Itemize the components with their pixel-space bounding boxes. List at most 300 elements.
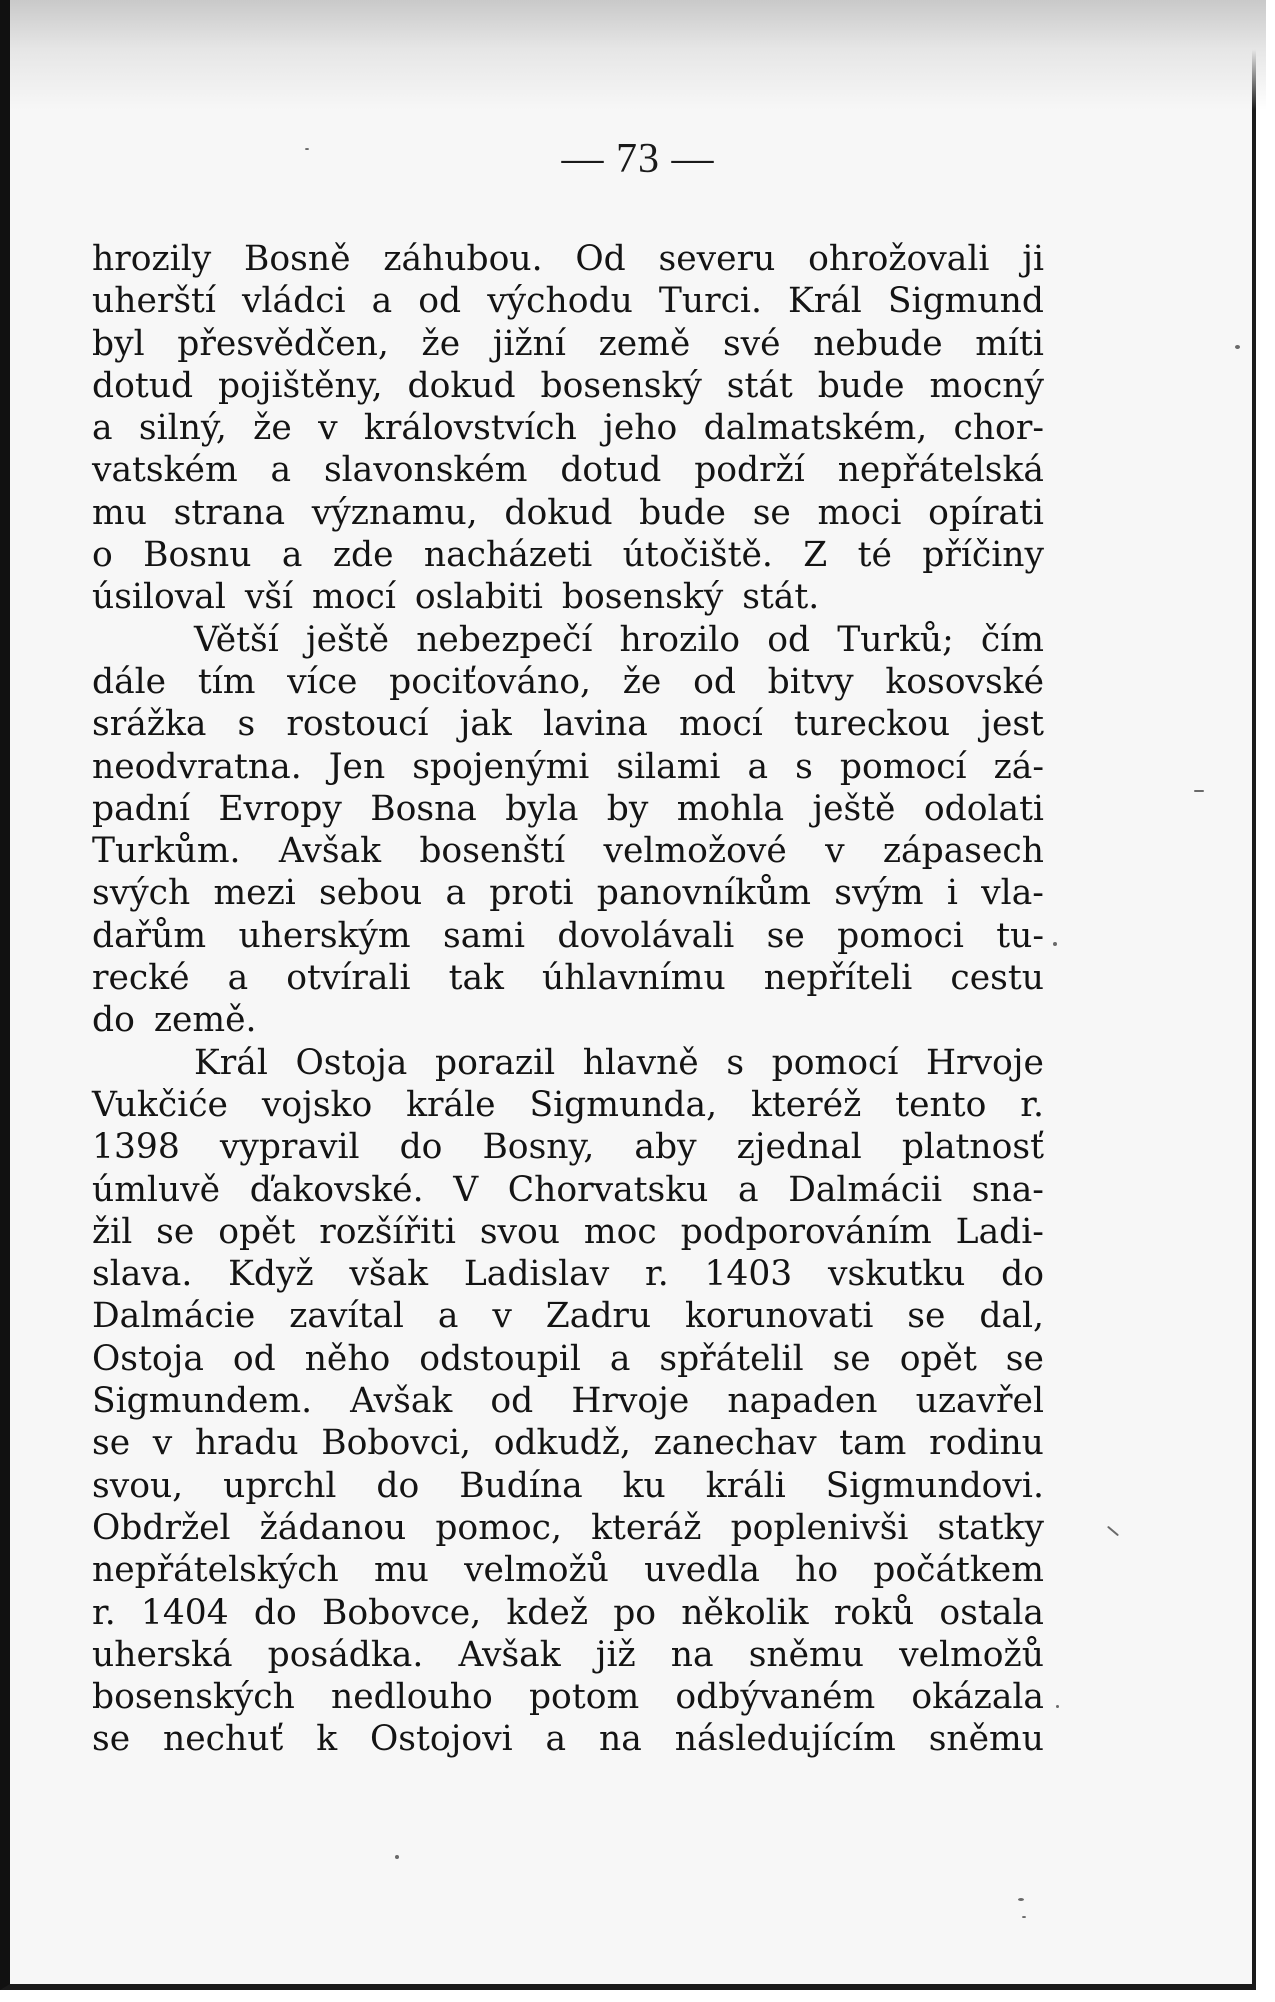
text-line [92, 957, 1044, 999]
word: Z [803, 535, 828, 576]
word: tak [448, 958, 504, 999]
word: Sigmundem. [92, 1381, 313, 1422]
word: ďakovské. [249, 1169, 424, 1210]
word: rodinu [929, 1423, 1044, 1464]
word: však [349, 1254, 429, 1295]
word: se [92, 1423, 131, 1464]
word: posádka. [267, 1634, 424, 1675]
word: nechuť [163, 1719, 284, 1760]
word: Bobovce, [322, 1592, 482, 1633]
word: velmožové [603, 831, 787, 872]
word: Obdržel [92, 1507, 231, 1548]
word: Zadru [545, 1296, 652, 1337]
word: uvedla [644, 1550, 760, 1591]
word: pojištěny, [217, 365, 383, 406]
word: se [752, 492, 791, 533]
word: 1404 [140, 1592, 229, 1633]
text-line [92, 915, 1044, 957]
word: silný, [138, 408, 227, 449]
word: hlavně [582, 1042, 699, 1083]
word: s [237, 704, 256, 745]
word: kteráž [591, 1507, 702, 1548]
word: a [281, 535, 303, 576]
word: bosenský [540, 365, 702, 406]
word: té [857, 535, 892, 576]
text-line [92, 323, 1044, 365]
text-line [92, 830, 1044, 872]
word: od [767, 619, 811, 660]
word: poplenivši [730, 1507, 909, 1548]
word: k [316, 1719, 338, 1760]
word: opírati [928, 492, 1044, 533]
word: Avšak [278, 831, 382, 872]
text-line [92, 1507, 1044, 1549]
word: a [445, 873, 467, 914]
word: Větší [194, 619, 279, 660]
word: bude [639, 492, 726, 533]
word: Sigmunda, [529, 1084, 718, 1125]
word: Král [194, 1042, 268, 1083]
word: Ostoja [295, 1042, 408, 1083]
word: mocí [678, 704, 763, 745]
word: s [795, 746, 813, 787]
word: Když [228, 1254, 314, 1295]
word: královstvích [363, 408, 577, 449]
text-line [92, 576, 1044, 618]
word: čím [980, 619, 1044, 660]
word: tím [197, 661, 256, 702]
word: ještě [812, 788, 896, 829]
word: dokud [504, 492, 613, 533]
scan-speck [1235, 345, 1240, 349]
word: mezi [213, 873, 296, 914]
word: 1398 [92, 1127, 180, 1168]
text-line [92, 238, 1044, 280]
scan-speck [395, 1855, 399, 1859]
word: dokud [407, 365, 516, 406]
word: počátkem [873, 1550, 1044, 1591]
word: sněmu [928, 1719, 1044, 1760]
text-line [92, 746, 1044, 788]
word: Hrvoje [925, 1042, 1044, 1083]
text-line [92, 1718, 1044, 1760]
word: a [738, 1169, 759, 1210]
word: přesvědčen, [177, 323, 389, 364]
word: Chorvatsku [507, 1169, 709, 1210]
scan-speck [1194, 790, 1204, 792]
word: byl [92, 323, 145, 364]
word: svou [479, 1211, 560, 1252]
word: silami [616, 746, 721, 787]
word: pomocí [771, 1042, 899, 1083]
word: něho [304, 1338, 391, 1379]
word: bosenských [92, 1677, 295, 1718]
word: Bosně [244, 239, 351, 279]
word: vatském [92, 450, 238, 491]
word: významu, [311, 492, 478, 533]
body-text [92, 238, 1044, 1761]
word: neodvratna. [92, 746, 302, 787]
word: V [453, 1169, 479, 1210]
text-line [92, 703, 1044, 745]
word: vskutku [828, 1254, 966, 1295]
word: pomoc, [435, 1507, 562, 1548]
word: země [598, 323, 691, 364]
word: nebude [813, 323, 943, 364]
word: cestu [950, 958, 1044, 999]
word: dalmatském, [703, 408, 928, 449]
word: uprchl [223, 1465, 337, 1506]
word: po [613, 1592, 657, 1633]
word: s [726, 1042, 745, 1083]
word: zá- [993, 746, 1044, 787]
word: úsiloval [92, 577, 226, 618]
word: podporováním [680, 1211, 932, 1252]
text-line [92, 1211, 1044, 1253]
word: od [232, 1338, 276, 1379]
text-line [92, 872, 1044, 914]
word: r. [92, 1592, 116, 1633]
word: Ladi- [955, 1211, 1044, 1252]
word: odkudž, [493, 1423, 631, 1464]
word: Jen [328, 746, 386, 787]
word: se [907, 1296, 946, 1337]
text-line [92, 1465, 1044, 1507]
word: aby [634, 1127, 697, 1168]
word: Dalmácii [788, 1169, 943, 1210]
word: hrozily [92, 239, 212, 279]
word: Sigmundovi. [825, 1465, 1044, 1506]
word: panovníkům [596, 873, 812, 914]
word: uherští [92, 281, 216, 322]
word: dal, [979, 1296, 1044, 1337]
word: pomocí [839, 746, 967, 787]
scan-speck [1018, 1898, 1024, 1901]
scan-speck [1056, 1705, 1059, 1708]
word: úhlavnímu [541, 958, 726, 999]
word: vypravil [219, 1127, 360, 1168]
word: již [595, 1634, 636, 1675]
word: Avšak [350, 1381, 453, 1422]
word: Od [575, 239, 626, 279]
word: nedlouho [331, 1677, 493, 1718]
text-line [92, 365, 1044, 407]
word: o [92, 535, 113, 576]
word: se [1005, 1338, 1044, 1379]
word: v [152, 1423, 173, 1464]
word: krále [406, 1084, 496, 1125]
word: na [599, 1719, 642, 1760]
word: ku [622, 1465, 666, 1506]
word: byla [505, 788, 579, 829]
word: mocí [312, 577, 396, 618]
text-line [92, 619, 1044, 661]
word: příčiny [922, 535, 1044, 576]
word: Bosnu [143, 535, 252, 576]
word: do [376, 1465, 420, 1506]
word: a [437, 1296, 459, 1337]
word: tu- [996, 915, 1044, 956]
word: severu [658, 239, 776, 279]
text-line [92, 1634, 1044, 1676]
word: vojsko [261, 1084, 373, 1125]
word: jest [981, 704, 1044, 745]
word: strana [173, 492, 286, 533]
word: králi [705, 1465, 786, 1506]
word: a [270, 450, 292, 491]
word: Bobovci, [321, 1423, 472, 1464]
text-line [92, 1676, 1044, 1718]
word: proti [489, 873, 574, 914]
word: jak [459, 704, 512, 745]
word: že [253, 408, 292, 449]
scan-speck [305, 148, 309, 150]
word: tam [839, 1423, 907, 1464]
word: nepříteli [763, 958, 913, 999]
word: recké [92, 958, 190, 999]
word: bude [817, 365, 905, 406]
word: míti [975, 323, 1044, 364]
word: slavonském [323, 450, 528, 491]
word: oslabiti [414, 577, 543, 618]
word: stát. [742, 577, 820, 618]
word: se [766, 915, 805, 956]
text-line [92, 1422, 1044, 1464]
word: v [825, 831, 845, 872]
word: rozšířiti [319, 1211, 456, 1252]
word: mu [373, 1550, 429, 1591]
word: hradu [194, 1423, 299, 1464]
word: několik [681, 1592, 809, 1633]
word: bosenský [561, 577, 724, 618]
word: své [722, 323, 781, 364]
word: moci [817, 492, 902, 533]
word: Ostojovi [370, 1719, 513, 1760]
word: Bosna [370, 788, 477, 829]
text-line [92, 1253, 1044, 1295]
word: sami [443, 915, 526, 956]
word: se [156, 1211, 195, 1252]
word: v [318, 408, 338, 449]
text-line [92, 280, 1044, 322]
word: a [371, 281, 393, 322]
word: 1403 [704, 1254, 793, 1295]
text-line [92, 1338, 1044, 1380]
word: země. [153, 1000, 257, 1041]
text-line [92, 1592, 1044, 1634]
scan-speck [1022, 1916, 1026, 1918]
word: nepřátelských [92, 1550, 339, 1591]
word: do [92, 1000, 135, 1041]
word: bosenští [419, 831, 566, 872]
word: srážka [92, 704, 207, 745]
word: spřátelil [659, 1338, 804, 1379]
word: a [545, 1719, 567, 1760]
word: jeho [603, 408, 678, 449]
word: dotud [560, 450, 662, 491]
word: sna- [971, 1169, 1044, 1210]
word: stát [726, 365, 793, 406]
word: zápasech [882, 831, 1044, 872]
word: ji [1022, 239, 1044, 279]
word: na [670, 1634, 714, 1675]
word: a [92, 408, 113, 449]
word: Turci. [658, 281, 762, 322]
text-line [92, 788, 1044, 830]
text-line [92, 999, 1044, 1041]
word: Turkům. [92, 831, 241, 872]
word: následujícím [674, 1719, 896, 1760]
word: od [490, 1381, 534, 1422]
word: chor- [953, 408, 1044, 449]
word: a [609, 1338, 631, 1379]
word: potom [528, 1677, 640, 1718]
word: napaden [727, 1381, 878, 1422]
word: žádanou [259, 1507, 407, 1548]
word: do [253, 1592, 297, 1633]
word: dařům [92, 915, 207, 956]
word: r. [1020, 1084, 1044, 1125]
word: nepřátelská [837, 450, 1044, 491]
word: ohrožovali [808, 239, 990, 279]
word: do [399, 1127, 443, 1168]
word: vší [244, 577, 294, 618]
word: hrozilo [619, 619, 741, 660]
scan-shadow [10, 0, 1266, 110]
word: Turků; [837, 619, 954, 660]
word: porazil [434, 1042, 556, 1083]
text-line [92, 534, 1044, 576]
word: odbývaném [675, 1677, 876, 1718]
word: rostoucí [286, 704, 429, 745]
word: ho [795, 1550, 839, 1591]
word: dotud [92, 365, 194, 406]
word: uzavřel [915, 1381, 1044, 1422]
word: Sigmund [887, 281, 1044, 322]
word: ještě [305, 619, 390, 660]
word: sněmu [748, 1634, 864, 1675]
word: zanechav [653, 1423, 817, 1464]
word: odolati [923, 788, 1044, 829]
word: tento [895, 1084, 987, 1125]
word: a [227, 958, 249, 999]
word: uherská [92, 1634, 233, 1675]
text-line [92, 1169, 1044, 1211]
word: kteréž [750, 1084, 862, 1125]
text-line [92, 1295, 1044, 1337]
word: dovolávali [557, 915, 735, 956]
word: mohla [676, 788, 785, 829]
word: Vukčiće [92, 1084, 228, 1125]
word: Bosny, [482, 1127, 595, 1168]
word: tureckou [793, 704, 951, 745]
word: Budína [459, 1465, 583, 1506]
word: vládci [242, 281, 346, 322]
word: v [492, 1296, 512, 1337]
word: se [92, 1719, 131, 1760]
word: se [832, 1338, 871, 1379]
word: východu [487, 281, 633, 322]
word: pociťováno, [389, 661, 592, 702]
word: velmožů [464, 1550, 609, 1591]
word: velmožů [899, 1634, 1044, 1675]
word: a [747, 746, 769, 787]
word: zde [332, 535, 394, 576]
word: úmluvě [92, 1169, 221, 1210]
word: žil [92, 1211, 133, 1252]
text-line [92, 1380, 1044, 1422]
word: více [287, 661, 358, 702]
word: mocný [929, 365, 1044, 406]
word: Avšak [458, 1634, 561, 1675]
word: uherským [238, 915, 411, 956]
word: by [606, 788, 649, 829]
word: zjednal [736, 1127, 862, 1168]
word: opět [218, 1211, 296, 1252]
text-line [92, 1084, 1044, 1126]
word: statky [937, 1507, 1044, 1548]
word: svým [834, 873, 924, 914]
word: ostala [939, 1592, 1044, 1633]
text-line [92, 449, 1044, 491]
word: kdež [506, 1592, 588, 1633]
word: podrží [694, 450, 805, 491]
word: Ladislav [463, 1254, 610, 1295]
word: Evropy [218, 788, 342, 829]
word: okázala [911, 1677, 1044, 1718]
word: od [418, 281, 462, 322]
word: spojenými [412, 746, 590, 787]
word: platnosť [901, 1127, 1044, 1168]
word: že [622, 661, 662, 702]
word: jižní [492, 323, 566, 364]
word: i [946, 873, 958, 914]
word: slava. [92, 1254, 193, 1295]
word: sebou [319, 873, 423, 914]
word: Hrvoje [571, 1381, 690, 1422]
word: svých [92, 873, 191, 914]
word: záhubou. [383, 239, 543, 279]
word: pomoci [837, 915, 964, 956]
word: r. [645, 1254, 669, 1295]
word: mu [92, 492, 147, 533]
word: roků [833, 1592, 915, 1633]
word: lavina [542, 704, 648, 745]
text-line [92, 1126, 1044, 1168]
word: korunovati [685, 1296, 874, 1337]
text-line [92, 1549, 1044, 1591]
text-line [92, 1042, 1044, 1084]
text-line [92, 407, 1044, 449]
word: vla- [981, 873, 1044, 914]
word: útočiště. [622, 535, 773, 576]
word: Ostoja [92, 1338, 204, 1379]
word: svou, [92, 1465, 184, 1506]
word: do [1001, 1254, 1044, 1295]
word: odstoupil [419, 1338, 581, 1379]
word: od [693, 661, 736, 702]
scan-speck [1107, 1526, 1119, 1537]
word: nebezpečí [416, 619, 593, 660]
word: kosovské [885, 661, 1044, 702]
word: moc [583, 1211, 657, 1252]
word: otvírali [286, 958, 411, 999]
text-line [92, 661, 1044, 703]
word: zavítal [289, 1296, 404, 1337]
text-line [92, 492, 1044, 534]
word: nacházeti [423, 535, 593, 576]
word: padní [92, 788, 190, 829]
